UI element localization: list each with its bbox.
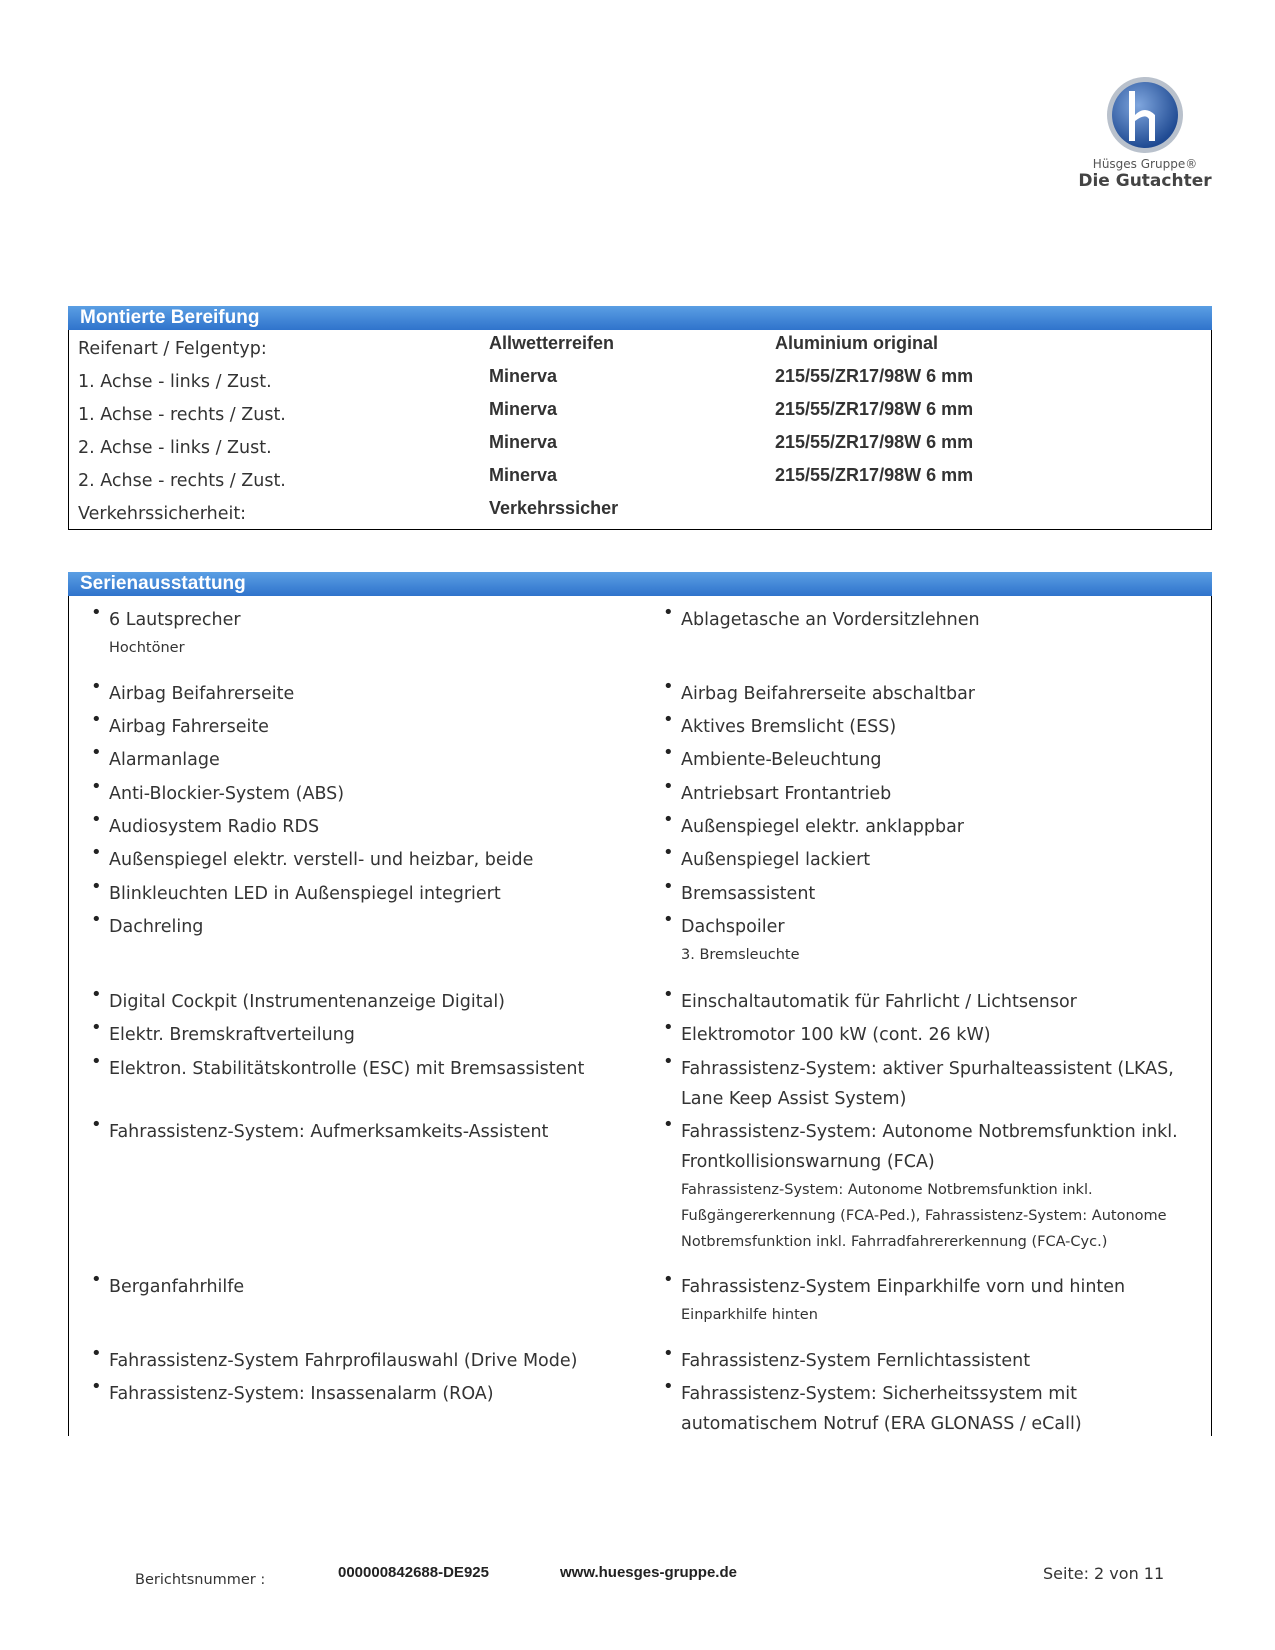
equipment-item-label: Fahrassistenz-System Fernlichtassistent	[681, 1351, 1031, 1371]
tire-row-label: Verkehrssicherheit:	[78, 504, 247, 524]
equipment-item-label: Außenspiegel lackiert	[681, 850, 871, 870]
list-item	[91, 742, 629, 775]
page-number: Seite: 2 von 11	[1043, 1564, 1165, 1583]
bullet-icon: •	[663, 1051, 674, 1072]
bullet-icon: •	[663, 676, 674, 697]
bullet-icon: •	[663, 709, 674, 730]
equipment-item-label: Fahrassistenz-System: aktiver Spurhalteassistent (LKAS, Lane Keep Assist System)	[681, 1059, 1174, 1109]
list-item	[663, 1051, 1201, 1114]
equipment-item-label: Fahrassistenz-System: Insassenalarm (ROA)	[109, 1384, 494, 1404]
equipment-item-label: 6 Lautsprecher	[109, 610, 241, 630]
tire-row	[69, 335, 1211, 368]
tires-table	[68, 330, 1212, 530]
bullet-icon: •	[663, 1017, 674, 1038]
equipment-item-label: Dachspoiler	[681, 917, 785, 937]
list-item	[663, 809, 1201, 842]
bullet-icon: •	[91, 984, 102, 1005]
bullet-icon: •	[91, 1051, 102, 1072]
tire-row	[69, 467, 1211, 500]
tire-row-value-2: 215/55/ZR17/98W 6 mm	[775, 465, 974, 485]
tire-row-value-2: 215/55/ZR17/98W 6 mm	[775, 432, 974, 452]
equipment-item-detail: Fahrassistenz-System: Autonome Notbremsfunktion inkl. Fußgängererkennung (FCA-Ped.), Fahrassistenz-System: Autonome Notbremsfunktion inkl. Fahrradfahrererkennung (FCA-Cyc.)	[681, 1182, 1167, 1250]
equipment-item-label: Airbag Beifahrerseite	[109, 684, 295, 704]
bullet-icon: •	[663, 1269, 674, 1290]
hg-logo-icon	[1103, 75, 1187, 155]
list-item	[91, 909, 629, 942]
bullet-icon: •	[91, 1376, 102, 1397]
equipment-list	[68, 596, 1212, 1436]
page-footer	[0, 1560, 1275, 1590]
tire-row-value-2: Aluminium original	[775, 333, 939, 353]
equipment-item-label: Bremsassistent	[681, 884, 816, 904]
list-item	[663, 909, 1201, 968]
equipment-item-label: Fahrassistenz-System: Sicherheitssystem mit automatischem Notruf (ERA GLONASS / eCall)	[681, 1384, 1082, 1434]
bullet-icon: •	[663, 809, 674, 830]
bullet-icon: •	[91, 742, 102, 763]
tire-row-label: 2. Achse - rechts / Zust.	[78, 471, 286, 491]
bullet-icon: •	[91, 709, 102, 730]
tire-row-label: 1. Achse - rechts / Zust.	[78, 405, 286, 425]
bullet-icon: •	[663, 876, 674, 897]
tire-row	[69, 368, 1211, 401]
equipment-item-label: Elektron. Stabilitätskontrolle (ESC) mit Bremsassistent	[109, 1059, 585, 1079]
list-item	[91, 602, 629, 661]
equipment-item-label: Elektromotor 100 kW (cont. 26 kW)	[681, 1025, 991, 1045]
tires-header: Montierte Bereifung	[68, 306, 1212, 330]
bullet-icon: •	[663, 842, 674, 863]
equipment-item-label: Airbag Beifahrerseite abschaltbar	[681, 684, 975, 704]
equipment-item-label: Ablagetasche an Vordersitzlehnen	[681, 610, 980, 630]
equipment-item-label: Fahrassistenz-System Fahrprofilauswahl (Drive Mode)	[109, 1351, 578, 1371]
list-item	[663, 709, 1201, 742]
company-logo	[1060, 75, 1230, 215]
tire-row	[69, 401, 1211, 434]
list-item	[663, 842, 1201, 875]
list-item	[91, 1114, 629, 1147]
equipment-item-label: Einschaltautomatik für Fahrlicht / Lichtsensor	[681, 992, 1077, 1012]
list-item	[663, 776, 1201, 809]
bullet-icon: •	[91, 909, 102, 930]
tire-row-label: 2. Achse - links / Zust.	[78, 438, 272, 458]
bullet-icon: •	[91, 1017, 102, 1038]
bullet-icon: •	[663, 909, 674, 930]
tire-row-value-1: Minerva	[489, 432, 558, 452]
bullet-icon: •	[663, 1376, 674, 1397]
list-item	[663, 984, 1201, 1017]
list-item	[663, 742, 1201, 775]
bullet-icon: •	[663, 776, 674, 797]
bullet-icon: •	[91, 1269, 102, 1290]
bullet-icon: •	[91, 876, 102, 897]
list-item	[91, 842, 629, 875]
list-item	[91, 876, 629, 909]
list-item	[91, 676, 629, 709]
equipment-item-label: Elektr. Bremskraftverteilung	[109, 1025, 355, 1045]
tire-row-value-1: Allwetterreifen	[489, 333, 615, 353]
list-item	[663, 602, 1201, 635]
logo-company-name: Die Gutachter	[1078, 171, 1212, 191]
bullet-icon: •	[91, 809, 102, 830]
tire-row-label: 1. Achse - links / Zust.	[78, 372, 272, 392]
bullet-icon: •	[663, 602, 674, 623]
list-item	[663, 876, 1201, 909]
logo-company-group: Hüsges Gruppe®	[1092, 157, 1198, 171]
bullet-icon: •	[91, 776, 102, 797]
bullet-icon: •	[663, 1343, 674, 1364]
equipment-item-detail: 3. Bremsleuchte	[681, 947, 800, 963]
equipment-item-detail: Einparkhilfe hinten	[681, 1307, 818, 1323]
bullet-icon: •	[91, 842, 102, 863]
tire-row-value-1: Minerva	[489, 366, 558, 386]
list-item	[91, 1343, 629, 1376]
equipment-header: Serienausstattung	[68, 572, 1212, 596]
equipment-item-label: Aktives Bremslicht (ESS)	[681, 717, 897, 737]
equipment-item-label: Digital Cockpit (Instrumentenanzeige Digital)	[109, 992, 506, 1012]
report-number-label: Berichtsnummer :	[135, 1572, 266, 1588]
list-item	[663, 1269, 1201, 1328]
tire-row-label: Reifenart / Felgentyp:	[78, 339, 267, 359]
equipment-item-label: Airbag Fahrerseite	[109, 717, 269, 737]
list-item	[663, 676, 1201, 709]
equipment-item-label: Alarmanlage	[109, 750, 220, 770]
equipment-item-detail: Hochtöner	[109, 640, 185, 656]
bullet-icon: •	[91, 602, 102, 623]
list-item	[91, 776, 629, 809]
equipment-item-label: Fahrassistenz-System: Autonome Notbremsfunktion inkl. Frontkollisionswarnung (FCA)	[681, 1122, 1178, 1172]
list-item	[91, 1017, 629, 1050]
bullet-icon: •	[91, 1114, 102, 1135]
list-item	[91, 1051, 629, 1084]
website-link[interactable]: www.huesges-gruppe.de	[560, 1564, 737, 1581]
equipment-item-label: Anti-Blockier-System (ABS)	[109, 784, 345, 804]
equipment-item-label: Ambiente-Beleuchtung	[681, 750, 882, 770]
tires-section	[68, 306, 1212, 530]
tire-row-value-2: 215/55/ZR17/98W 6 mm	[775, 366, 974, 386]
equipment-section	[68, 572, 1212, 1436]
equipment-item-label: Antriebsart Frontantrieb	[681, 784, 892, 804]
equipment-item-label: Dachreling	[109, 917, 204, 937]
list-item	[663, 1343, 1201, 1376]
equipment-item-label: Audiosystem Radio RDS	[109, 817, 320, 837]
list-item	[91, 984, 629, 1017]
bullet-icon: •	[663, 984, 674, 1005]
equipment-item-label: Fahrassistenz-System Einparkhilfe vorn und hinten	[681, 1277, 1126, 1297]
bullet-icon: •	[663, 742, 674, 763]
list-item	[663, 1376, 1201, 1439]
bullet-icon: •	[91, 1343, 102, 1364]
list-item	[91, 709, 629, 742]
equipment-item-label: Berganfahrhilfe	[109, 1277, 245, 1297]
list-item	[663, 1017, 1201, 1050]
report-number: 000000842688-DE925	[338, 1564, 489, 1581]
bullet-icon: •	[663, 1114, 674, 1135]
tire-row-value-1: Minerva	[489, 399, 558, 419]
list-item	[91, 1269, 629, 1302]
equipment-item-label: Außenspiegel elektr. verstell- und heizbar, beide	[109, 850, 534, 870]
tire-row-value-2: 215/55/ZR17/98W 6 mm	[775, 399, 974, 419]
tire-row	[69, 434, 1211, 467]
tire-row-value-1: Verkehrssicher	[489, 498, 619, 518]
tire-row	[69, 500, 1211, 533]
equipment-item-label: Außenspiegel elektr. anklappbar	[681, 817, 964, 837]
bullet-icon: •	[91, 676, 102, 697]
equipment-item-label: Blinkleuchten LED in Außenspiegel integriert	[109, 884, 501, 904]
tire-row-value-1: Minerva	[489, 465, 558, 485]
list-item	[91, 1376, 629, 1409]
list-item	[663, 1114, 1201, 1255]
equipment-item-label: Fahrassistenz-System: Aufmerksamkeits-Assistent	[109, 1122, 549, 1142]
list-item	[91, 809, 629, 842]
